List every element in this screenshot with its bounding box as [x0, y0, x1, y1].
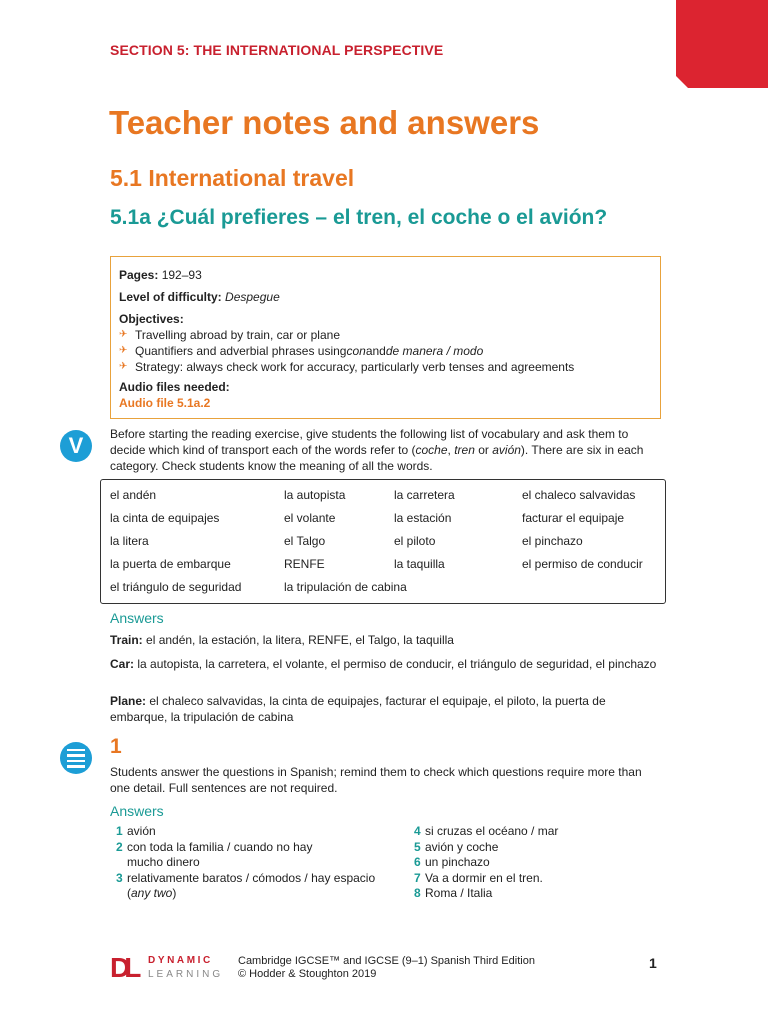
vocab-word: la tripulación de cabina	[284, 580, 407, 594]
logo-text-bottom: LEARNING	[148, 969, 224, 980]
vocab-word: el piloto	[394, 534, 436, 548]
answer-item: 6 un pinchazo	[414, 855, 490, 869]
section-header: SECTION 5: THE INTERNATIONAL PERSPECTIVE	[110, 42, 444, 58]
difficulty-row: Level of difficulty: Despegue	[119, 290, 280, 304]
vocab-row	[101, 580, 665, 600]
reading-list-icon	[60, 742, 92, 774]
vocab-row	[101, 534, 665, 554]
lesson-info-box	[110, 256, 661, 419]
plane-bullet-icon: ✈	[119, 345, 128, 356]
vocab-word: RENFE	[284, 557, 325, 571]
vocab-row	[101, 488, 665, 508]
logo-mark: DL	[110, 952, 136, 983]
objective-item: ✈ Quantifiers and adverbial phrases using con and de manera / modo	[119, 344, 484, 358]
audio-file-link[interactable]: Audio file 5.1a.2	[119, 396, 211, 410]
answer-train: Train: el andén, la estación, la litera, RENFE, el Talgo, la taquilla	[110, 633, 454, 647]
vocabulary-intro: Before starting the reading exercise, give students the following list of vocabulary and ask them to decide which kind of transport each of the words refer to (coche, tren or avión). There are six in each category. Check students know the meaning of all the words.	[110, 427, 644, 473]
exercise-number: 1	[110, 735, 122, 758]
vocab-word: el permiso de conducir	[522, 557, 643, 571]
vocab-word: la carretera	[394, 488, 455, 502]
vocab-word: el Talgo	[284, 534, 326, 548]
answer-item: 4 si cruzas el océano / mar	[414, 824, 559, 838]
objective-item: ✈ Travelling abroad by train, car or plane	[119, 328, 340, 342]
vocab-word: la litera	[110, 534, 149, 548]
vocab-word: la taquilla	[394, 557, 445, 571]
objective-item: ✈ Strategy: always check work for accuracy, particularly verb tenses and agreements	[119, 360, 575, 374]
vocab-word: el pinchazo	[522, 534, 583, 548]
vocab-word: facturar el equipaje	[522, 511, 625, 525]
logo-text-top: DYNAMIC	[148, 955, 213, 966]
vocab-word: el triángulo de seguridad	[110, 580, 242, 594]
answer-plane: Plane: el chaleco salvavidas, la cinta de equipajes, facturar el equipaje, el piloto, la puerta de embarque, la tripulación de cabina	[110, 694, 606, 724]
corner-tab	[676, 0, 768, 88]
vocab-word: la cinta de equipajes	[110, 511, 220, 525]
lesson-title: 5.1a ¿Cuál prefieres – el tren, el coche o el avión?	[110, 206, 608, 229]
answer-item: 8 Roma / Italia	[414, 886, 493, 900]
answer-car: Car: la autopista, la carretera, el volante, el permiso de conducir, el triángulo de seguridad, el pinchazo	[110, 657, 657, 671]
answers-heading: Answers	[110, 610, 164, 626]
answer-item: 7 Va a dormir en el tren.	[414, 870, 543, 885]
footer-credits: Cambridge IGCSE™ and IGCSE (9–1) Spanish Third Edition © Hodder & Stoughton 2019	[238, 955, 535, 980]
answer-list-left	[116, 824, 377, 902]
vocab-word: la puerta de embarque	[110, 557, 231, 571]
objectives-label: Objectives:	[119, 312, 184, 326]
vocab-row	[101, 511, 665, 531]
plane-bullet-icon: ✈	[119, 329, 128, 340]
vocabulary-box	[100, 479, 666, 604]
vocab-word: la estación	[394, 511, 452, 525]
unit-title: 5.1 International travel	[110, 165, 355, 191]
page-number: 1	[649, 955, 657, 971]
plane-bullet-icon: ✈	[119, 361, 128, 372]
page-title: Teacher notes and answers	[109, 104, 540, 141]
vocab-word: el volante	[284, 511, 336, 525]
vocab-row	[101, 557, 665, 577]
answers-heading: Answers	[110, 803, 164, 819]
audio-label: Audio files needed:	[119, 380, 230, 394]
vocab-word: el chaleco salvavidas	[522, 488, 636, 502]
objectives-list	[119, 327, 652, 375]
pages-row: Pages: 192–93	[119, 268, 202, 282]
answer-item: 5 avión y coche	[414, 839, 499, 854]
vocab-word: la autopista	[284, 488, 346, 502]
exercise-instruction: Students answer the questions in Spanish; remind them to check which questions require more than one detail. Full sentences are not required.	[110, 765, 642, 795]
answer-item: 3 relativamente baratos / cómodos / hay espacio (any two)	[116, 870, 376, 900]
vocab-word: el andén	[110, 488, 157, 502]
dynamic-learning-logo	[110, 952, 230, 984]
answer-list-right	[414, 824, 655, 902]
answer-item: 2 con toda la familia / cuando no hay mucho dinero	[116, 839, 313, 869]
answer-item: 1 avión	[116, 824, 156, 838]
vocabulary-icon: V	[60, 430, 92, 462]
